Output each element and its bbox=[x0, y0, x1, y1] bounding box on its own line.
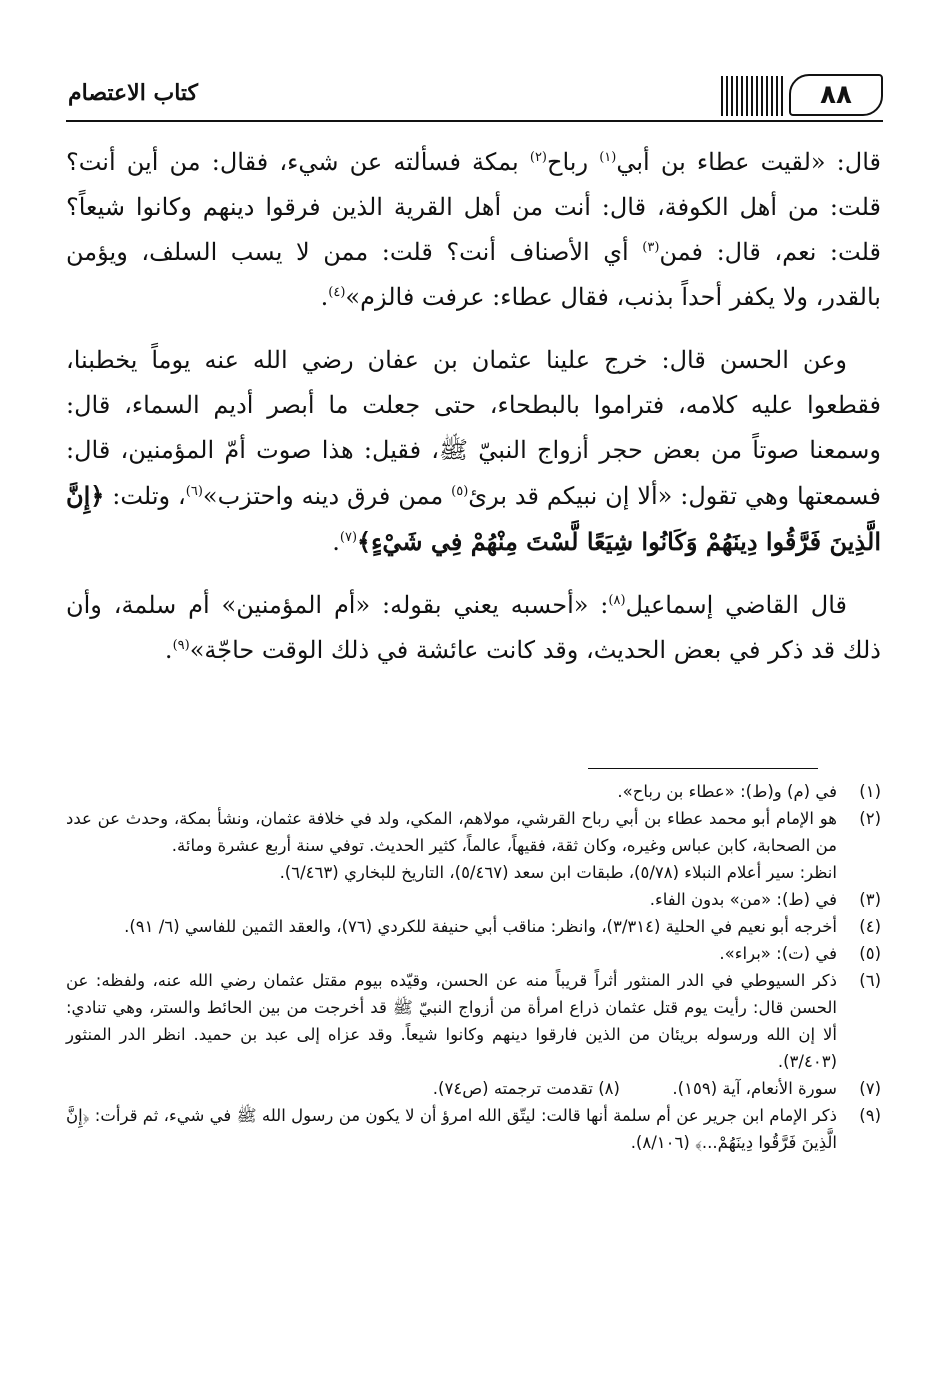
footnote-text: في (ت): «براء». bbox=[719, 944, 837, 963]
footnote-number: (٣) bbox=[859, 890, 881, 909]
footnote-number: (٩) bbox=[859, 1106, 881, 1125]
footnote-3 bbox=[66, 886, 881, 913]
footnote-ref: (٩) bbox=[172, 638, 190, 653]
page-header bbox=[66, 70, 883, 122]
footnote-ref: (٧) bbox=[339, 530, 358, 545]
footnote-number: (٥) bbox=[859, 944, 881, 963]
footnote-ref: (٢) bbox=[529, 150, 547, 165]
footnote-text: سورة الأنعام، آية (١٥٩). (٨) تقدمت ترجمته (ص٧٤). bbox=[432, 1079, 837, 1098]
text-span: . bbox=[332, 528, 340, 556]
footnote-text: ذكر السيوطي في الدر المنثور أثراً قريباً منه عن الحسن، وقيّده بيوم مقتل عثمان رضي الله عنه، ولفظه: عن الحسن قال: رأيت يوم قتل عثمان ذراع امرأة من أزواج النبيّ ﷺ قد أخرجت من بين الحائط والستر، وهي تنادي: ألا إن الله ورسوله بريئان من الذين فارقوا دينهم وكانوا شيعاً. وقد عزاه إلى عبد بن حميد. انظر الدر المنثور (٣/٤٠٣). bbox=[66, 971, 837, 1071]
footnote-ref: (٣) bbox=[642, 240, 660, 255]
paragraph-1 bbox=[66, 140, 881, 320]
paragraph-3 bbox=[66, 583, 881, 673]
footnote-number: (٤) bbox=[859, 917, 881, 936]
footnote-text: ذكر الإمام ابن جرير عن أم سلمة أنها قالت: ليتّق الله امرؤ أن لا يكون من رسول الله ﷺ في شيء، ثم قرأت: ﴿إِنَّ الَّذِينَ فَرَّقُوا دِينَهُمْ...﴾ (٨/١٠٦). bbox=[66, 1106, 837, 1152]
footnote-2 bbox=[66, 805, 881, 886]
footnote-7 bbox=[66, 1075, 881, 1102]
footnote-separator bbox=[588, 768, 818, 769]
text-span: ، وتلت: bbox=[104, 482, 186, 510]
text-span: . bbox=[320, 283, 329, 311]
text-span: وعن الحسن قال: خرج علينا عثمان بن عفان رضي الله عنه يوماً يخطبنا، فقطعوا عليه كلامه، فتراموا بالبطحاء، حتى جعلت ما أبصر أديم السماء، قال: وسمعنا صوتاً من بعض حجر أزواج النبيّ ﷺ، فقيل: هذا صوت أمّ المؤمنين، قال: فسمعتها وهي تقول: «ألا إن نبيكم قد برئ bbox=[66, 346, 881, 510]
paragraph-2 bbox=[66, 338, 881, 565]
footnote-number: (١) bbox=[859, 782, 881, 801]
text-span: ممن فرق دينه واحتزب» bbox=[202, 482, 452, 510]
footnote-ref: (١) bbox=[599, 150, 617, 165]
footnote-ref: (٥) bbox=[451, 484, 469, 499]
footnote-text: انظر: سير أعلام النبلاء (٥/٧٨)، طبقات ابن سعد (٥/٤٦٧)، التاريخ للبخاري (٦/٤٦٣). bbox=[279, 863, 837, 882]
page-number: ٨٨ bbox=[789, 74, 883, 116]
footnote-1 bbox=[66, 778, 881, 805]
quran-verse: ﴿إِنَّ الَّذِينَ فَرَّقُوا دِينَهُمْ وَكَانُوا شِيَعًا لَّسْتَ مِنْهُمْ فِي شَيْءٍ﴾ bbox=[66, 481, 881, 556]
footnotes bbox=[66, 778, 881, 1156]
footnote-ref: (٦) bbox=[185, 484, 203, 499]
footnote-5 bbox=[66, 940, 881, 967]
header-ornament-bars bbox=[721, 76, 783, 116]
footnote-number: (٧) bbox=[859, 1079, 881, 1098]
footnote-6 bbox=[66, 967, 881, 1075]
text-span: : «أحسبه يعني بقوله: «أم المؤمنين» أم سلمة، وأن ذلك قد ذكر في بعض الحديث، وقد كانت عائشة في ذلك الوقت حاجّة» bbox=[66, 591, 881, 664]
text-span: . bbox=[164, 636, 173, 664]
main-text bbox=[66, 140, 881, 691]
text-span: رباح bbox=[547, 148, 600, 176]
footnote-text: في (م) و(ط): «عطاء بن رباح». bbox=[617, 782, 837, 801]
footnote-number: (٢) bbox=[859, 809, 881, 828]
footnote-4 bbox=[66, 913, 881, 940]
footnote-text: هو الإمام أبو محمد عطاء بن أبي رباح القرشي، مولاهم، المكي، ولد في خلافة عثمان، ونشأ بمكة، وحدث عن عدد من الصحابة، كابن عباس وغيره، وكان ثقة، فقيهاً، عالماً، كثير الحديث. توفي سنة أربع عشرة ومائة. bbox=[66, 809, 837, 855]
footnote-ref: (٨) bbox=[608, 593, 626, 608]
text-span: بمكة فسألته عن شيء، فقال: من أين أنت؟ قلت: من أهل الكوفة، قال: أنت من أهل القرية الذين فرقوا دينهم وكانوا شيعاً؟ قلت: نعم، قال: فمن bbox=[66, 148, 882, 266]
header-rule bbox=[66, 120, 883, 122]
text-span: قال القاضي إسماعيل bbox=[625, 591, 847, 619]
footnote-9 bbox=[66, 1102, 881, 1156]
footnote-number: (٦) bbox=[859, 971, 881, 990]
footnote-text: في (ط): «من» بدون الفاء. bbox=[649, 890, 837, 909]
text-span: أي الأصناف أنت؟ قلت: ممن لا يسب السلف، ويؤمن بالقدر، ولا يكفر أحداً بذنب، فقال عطاء: عرفت فالزم» bbox=[66, 238, 881, 311]
text-span: قال: «لقيت عطاء بن أبي bbox=[616, 148, 881, 176]
footnote-text: أخرجه أبو نعيم في الحلية (٣/٣١٤)، وانظر: مناقب أبي حنيفة للكردي (٧٦)، والعقد الثمين للفاسي (٦/ ٩١). bbox=[124, 917, 837, 936]
footnote-ref: (٤) bbox=[328, 285, 346, 300]
book-title: كتاب الاعتصام bbox=[68, 80, 199, 106]
